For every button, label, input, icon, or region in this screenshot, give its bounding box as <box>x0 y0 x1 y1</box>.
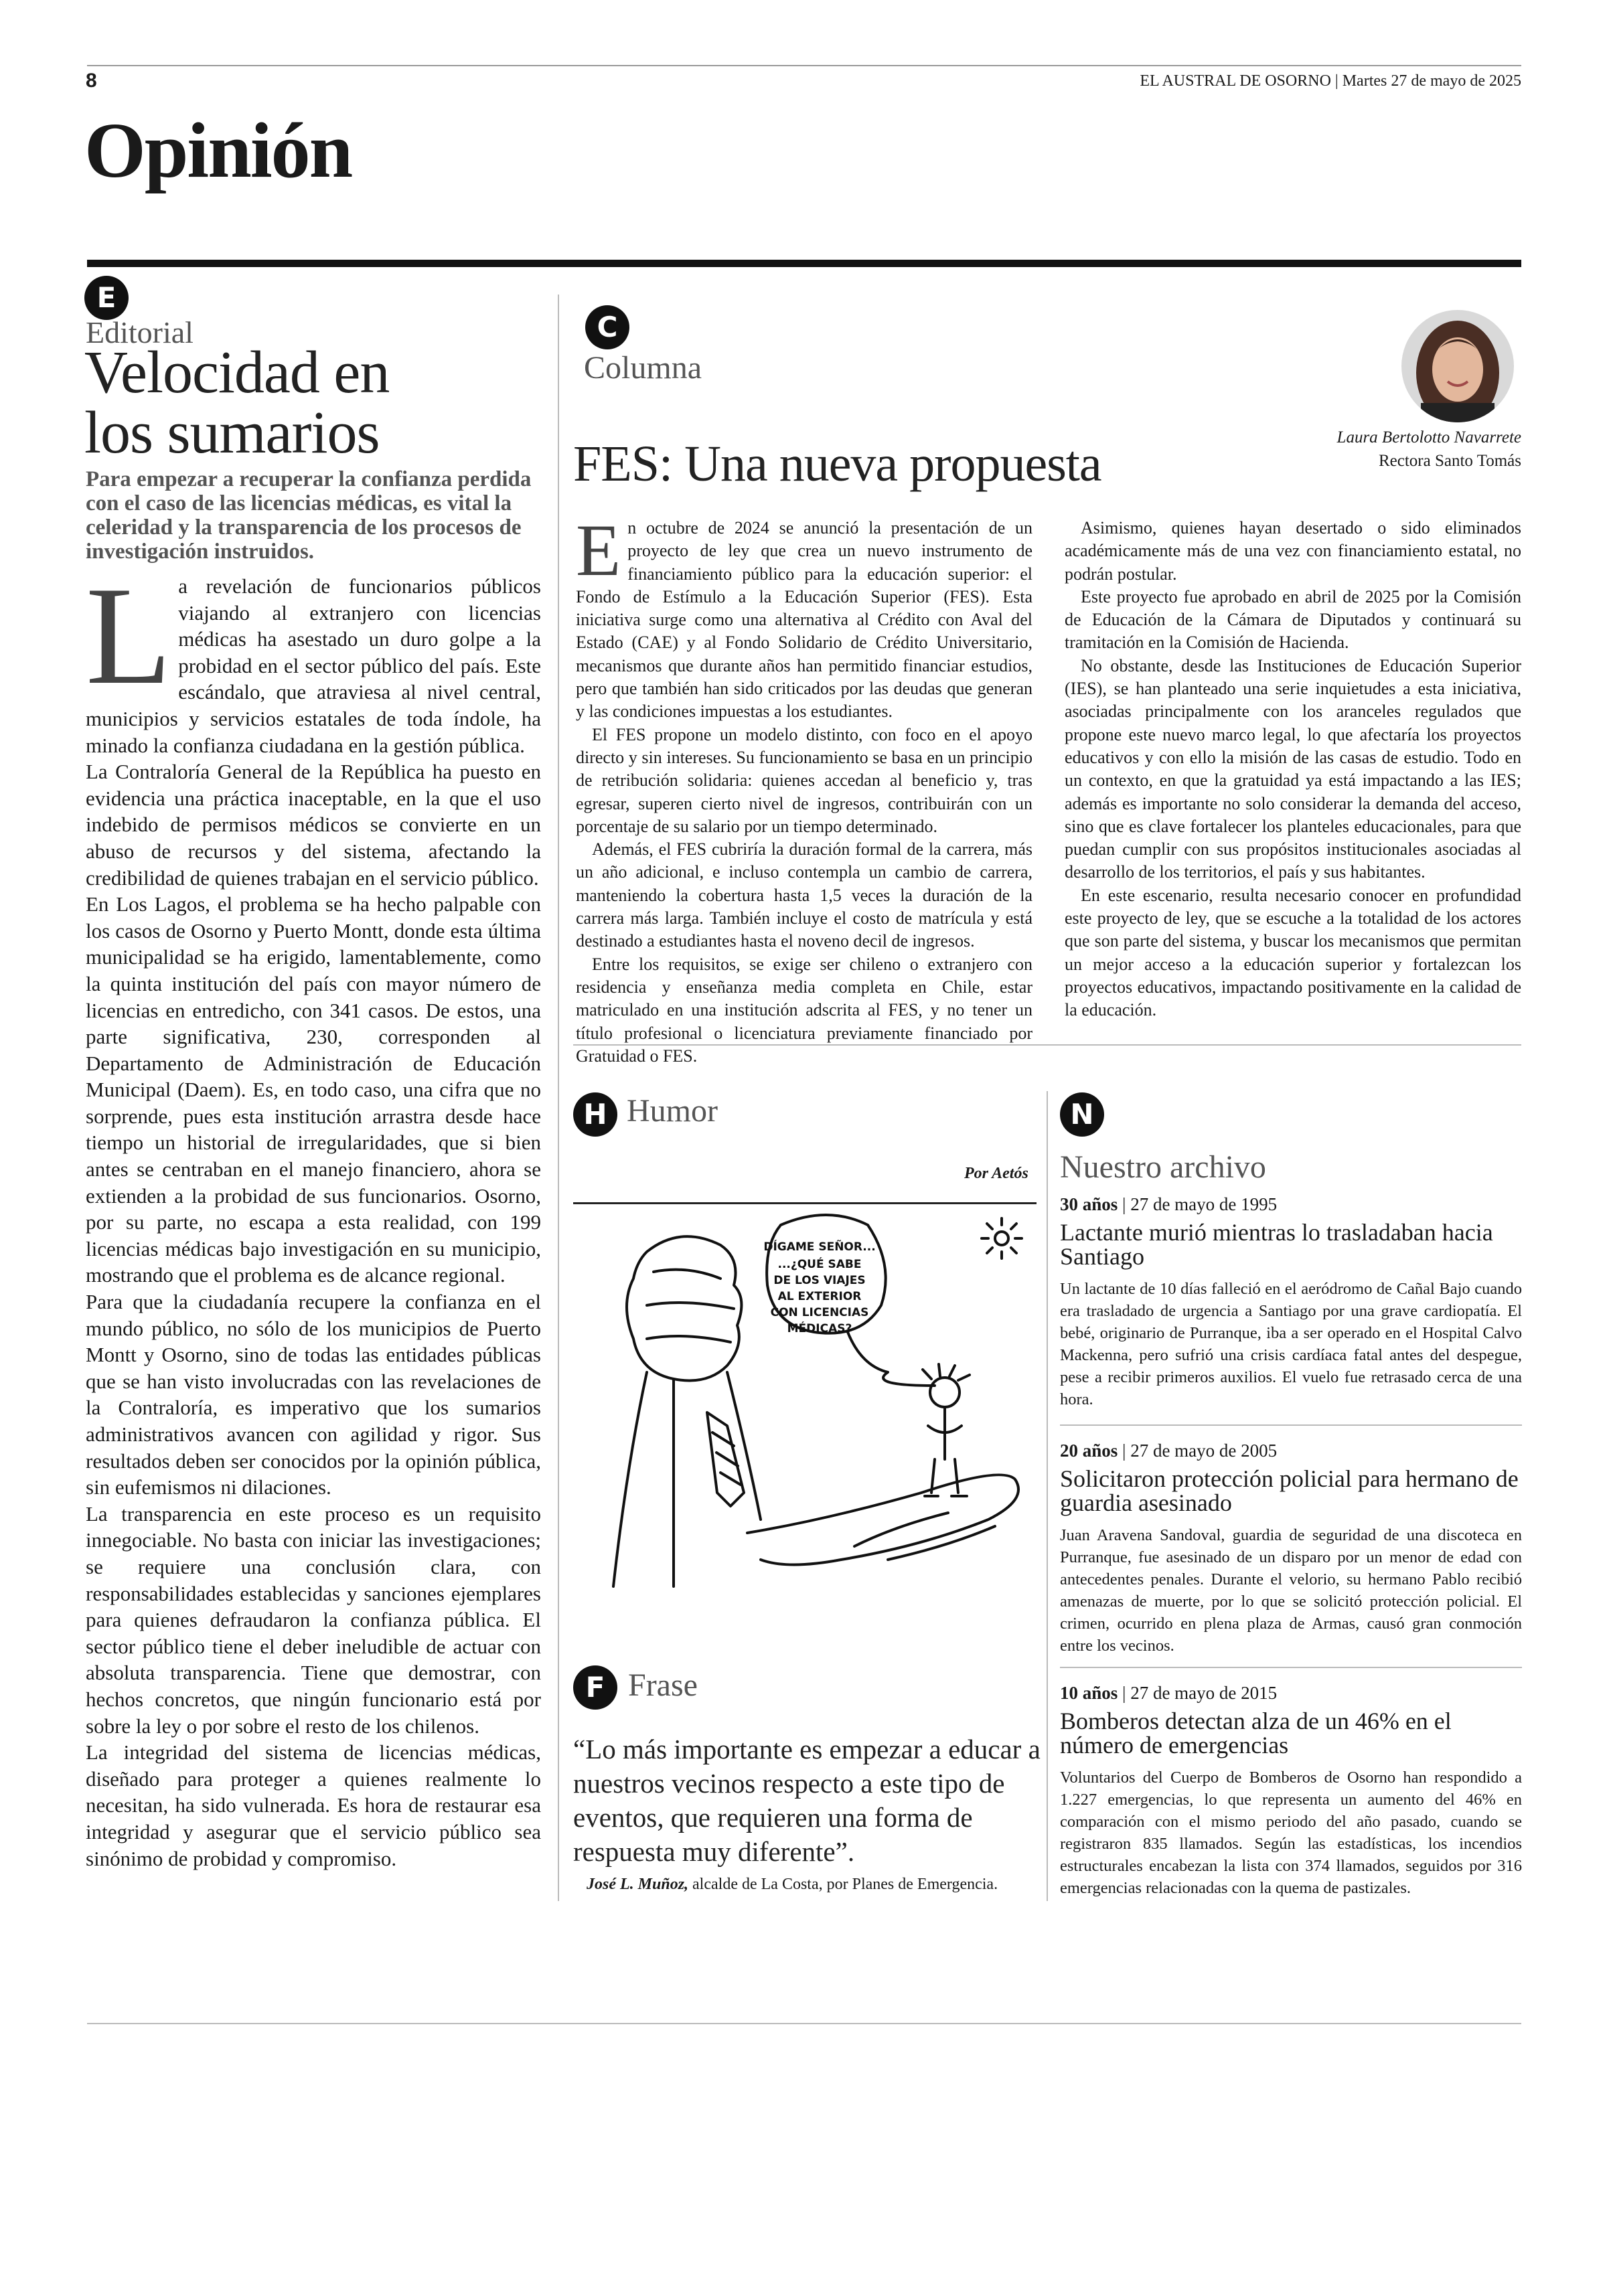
column-paragraph: Entre los requisitos, se exige ser chileno o extranjero con residencia y enseñanza media completa en Chile, estar matriculado en una institución adscrita al FES, y no tener un título profesional o licenciatura previamente financiado por Gratuidad o FES. <box>576 954 1032 1066</box>
archive-item-date-line: 10 años | 27 de mayo de 2015 <box>1060 1683 1278 1703</box>
column-divider <box>558 295 559 1901</box>
archive-item-title: Bomberos detectan alza de un 46% en el número de emergencias <box>1060 1708 1452 1758</box>
editorial-paragraph: Para que la ciudadanía recupere la confianza en el mundo público, no sólo de los municipios de Puerto Montt y Osorno, sino de todas las entidades públicas que se han visto involucradas con las revelaciones de la Contraloría, es imperativo que los sumarios administrativos avancen con agilidad y rigor. Sus resultados deben ser conocidos por la opinión pública, sin eufemismos ni dilaciones. <box>86 1290 541 1499</box>
humor-label: Humor <box>627 1093 718 1129</box>
archive-item-body: Un lactante de 10 días falleció en el aeródromo de Cañal Bajo cuando era trasladado de urgencia a Santiago por una grave cardiopatía. El bebé, originario de Purranque, iba a ser operado en el Hospital Calvo Mackenna, pero sufrió una crisis cardíaca fatal antes del despegue, pese a recibir primeros auxilios. El vuelo fue retrasado cerca de una hora. <box>1060 1280 1522 1408</box>
archive-item-date: 27 de mayo de 2015 <box>1130 1683 1278 1703</box>
humor-cartoon <box>573 1212 1037 1640</box>
column-paragraph: Asimismo, quienes hayan desertado o sido eliminados académicamente más de una vez con financiamiento estatal, no podrán postular. <box>1065 518 1521 584</box>
archive-divider <box>1047 1091 1048 1901</box>
editorial-badge: E <box>84 276 129 320</box>
column-paragraph: El FES propone un modelo distinto, con foco en el apoyo directo y sin intereses. Su funcionamiento se basa en un principio de retribución solidaria: quienes accedan al beneficio y, tras egresar, superen cierto nivel de ingresos, contribuirán con un porcentaje de su salario por un tiempo determinado. <box>576 724 1032 836</box>
editorial-paragraph: a revelación de funcionarios públicos viajando al extranjero con licencias médicas ha asestado un duro golpe a la probidad en el sector público del país. Este escándalo, que atraviesa al nivel central, municipios y servicios estatales de toda índole, ha minado la confianza ciudadana en la gestión pública. <box>86 574 541 757</box>
editorial-title-line2: los sumarios <box>84 400 380 466</box>
editorial-lead: Para empezar a recuperar la confianza perdida con el caso de las licencias médicas, es vital la celeridad y la transparencia de los procesos de investigación instruidos. <box>86 467 532 564</box>
column-author-name: Laura Bertolotto Navarrete <box>1336 428 1521 446</box>
column-paragraph: Este proyecto fue aprobado en abril de 2025 por la Comisión de Educación de la Cámara de Diputados y continuará su tramitación en la Comisión de Hacienda. <box>1065 586 1521 653</box>
frase-author-detail: alcalde de La Costa, por Planes de Emergencia. <box>688 1876 998 1893</box>
editorial-paragraph: La Contraloría General de la República ha puesto en evidencia una práctica inaceptable, en la que el uso indebido de permisos médicos se convierte en un abuso de recursos y del sistema, afectando la credibilidad de quienes trabajan en el servicio público. <box>86 760 541 890</box>
archive-item-body: Voluntarios del Cuerpo de Bomberos de Osorno han respondido a 1.227 emergencias, lo que representa un aumento del 46% en comparación con el mismo periodo del año pasado, cuando se registraron 835 llamados. Según las estadísticas, los incendios estructurales encabezan la lista con 374 llamados, seguidos por 316 emergencias relacionadas con la quema de pastizales. <box>1060 1769 1522 1897</box>
archive-separator <box>1060 1667 1522 1668</box>
publication-name: EL AUSTRAL DE OSORNO <box>1140 72 1331 90</box>
archive-separator <box>1060 1424 1522 1426</box>
speech-line: DÍGAME SEÑOR... <box>763 1240 876 1254</box>
archive-label: Nuestro archivo <box>1060 1149 1266 1185</box>
archive-item-years: 10 años <box>1060 1683 1118 1703</box>
editorial-dropcap: L <box>86 558 172 714</box>
column-bottom-rule <box>573 1044 1521 1046</box>
column-paragraph: En este escenario, resulta necesario conocer en profundidad este proyecto de ley, que se escuche a la totalidad de los actores que son parte del sistema, y buscar los mecanismos que permitan un mejor acceso a la educación superior y fortalezcan los proyectos educativos, impactando positivamente en la calidad de la educación. <box>1065 885 1521 1020</box>
archive-item-title: Solicitaron protección policial para hermano de guardia asesinado <box>1060 1465 1519 1516</box>
archive-item-date-line: 30 años | 27 de mayo de 1995 <box>1060 1194 1278 1214</box>
editorial-title-line1: Velocidad en <box>84 339 390 406</box>
humor-badge: H <box>573 1092 617 1137</box>
column-paragraph: No obstante, desde las Instituciones de Educación Superior (IES), se han planteado una serie inquietudes a esta iniciativa, asociadas principalmente con los aranceles regulados que propone este nuevo marco legal, lo que afectaría los proyectos educativos y con ello la misión de las casas de estudio. Todo en un contexto, en que la gratuidad ya está impactando a las IES; además es importante no solo considerar la demanda del acceso, sino que es clave fortalecer los planteles educacionales, para que puedan cumplir con sus propósitos institucionales asociadas al desarrollo de los territorios, el país y sus habitantes. <box>1065 655 1521 882</box>
column-dropcap: E <box>576 509 621 591</box>
editorial-title <box>84 339 390 466</box>
frase-author: José L. Muñoz, <box>587 1876 689 1893</box>
frase-label: Frase <box>628 1667 698 1703</box>
archive-item <box>1060 1683 1522 1899</box>
editorial-paragraph: La transparencia en este proceso es un requisito innegociable. No basta con iniciar las investigaciones; se requiere una conclusión clara, con responsabilidades establecidas y sanciones ejemplares para quienes defraudaron la confianza pública. El sector público tiene el deber ineludible de actuar con absoluta transparencia. Tiene que demostrar, con hechos concretos, que ningún funcionario está por sobre la ley o por sobre el resto de los chilenos. <box>86 1501 541 1738</box>
section-heavy-rule <box>87 260 1521 267</box>
top-rule <box>87 65 1521 66</box>
archive-item-years: 30 años <box>1060 1194 1118 1214</box>
column-body-left <box>576 509 1032 1068</box>
archive-item-body: Juan Aravena Sandoval, guardia de seguridad de una discoteca en Purranque, fue asesinado de un disparo por un menor de edad con antecedentes penales. Durante el velorio, su hermano Pablo recibió amenazas de muerte, por lo que se solicitó protección policial. El crimen, ocurrido en plena plaza de Armas, causó gran conmoción entre los vecinos. <box>1060 1526 1522 1655</box>
humor-byline: Por Aetós <box>964 1165 1028 1182</box>
editorial-body <box>86 558 541 1872</box>
editorial-paragraph: La integridad del sistema de licencias médicas, diseñado para proteger a quienes realmente lo necesitan, ha sido vulnerada. Es hora de restaurar esa integridad y asegurar que el servicio público sea sinónimo de probidad y compromiso. <box>86 1740 541 1870</box>
author-photo <box>1401 309 1515 423</box>
column-paragraph: n octubre de 2024 se anunció la presentación de un proyecto de ley que crea un nuevo instrumento de financiamiento público para la educación superior: el Fondo de Estímulo a la Educación Superior (FES). Esta iniciativa surge como una alternativa al Crédito con Aval del Estado (CAE) y al Fondo Solidario de Crédito Universitario, mecanismos que durante años han permitido financiar estudios, pero que también han sido criticados por las deudas que generan y las condiciones impuestas a los estudiantes. <box>576 518 1032 722</box>
frase-quote: “Lo más importante es empezar a educar a nuestros vecinos respecto a este tipo de eventos, que requieren una forma de respuesta muy diferente”. <box>573 1734 1041 1867</box>
section-title: Opinión <box>84 106 352 194</box>
column-badge: C <box>585 305 629 349</box>
issue-date: Martes 27 de mayo de 2025 <box>1342 72 1521 90</box>
archive-item-years: 20 años <box>1060 1441 1118 1461</box>
editorial-label: Editorial <box>86 315 194 349</box>
archive-item-date: 27 de mayo de 2005 <box>1130 1441 1278 1461</box>
page-number: 8 <box>86 70 97 92</box>
archive-item-title: Lactante murió mientras lo trasladaban hacia Santiago <box>1060 1219 1493 1270</box>
speech-line: MÉDICAS? <box>787 1322 852 1335</box>
masthead-line: EL AUSTRAL DE OSORNO | Martes 27 de mayo de 2025 <box>1140 72 1521 90</box>
column-author-role: Rectora Santo Tomás <box>1378 452 1521 470</box>
archive-item <box>1060 1441 1522 1657</box>
speech-line: CON LICENCIAS <box>770 1306 869 1319</box>
speech-line: ...¿QUÉ SABE <box>777 1258 862 1271</box>
column-label: Columna <box>584 350 702 386</box>
page-bottom-rule <box>87 2023 1521 2024</box>
humor-top-rule <box>573 1202 1037 1204</box>
speech-line: DE LOS VIAJES <box>773 1274 866 1287</box>
column-body-right <box>1065 517 1521 1022</box>
frase-attribution <box>587 1876 998 1894</box>
archive-badge: N <box>1060 1092 1104 1137</box>
column-paragraph: Además, el FES cubriría la duración formal de la carrera, más un año adicional, e incluso contempla un cambio de carrera, manteniendo la cobertura hasta 1,5 veces la duración de la carrera más larga. También incluye el costo de matrícula y está destinado a estudiantes hasta el noveno decil de ingresos. <box>576 839 1032 951</box>
column-title: FES: Una nueva propuesta <box>573 436 1101 492</box>
archive-item-date: 27 de mayo de 1995 <box>1130 1194 1278 1214</box>
archive-item <box>1060 1194 1522 1410</box>
editorial-paragraph: En Los Lagos, el problema se ha hecho palpable con los casos de Osorno y Puerto Montt, donde esta última municipalidad se ha erigido, lamentablemente, como la quinta institución del país con mayor número de licencias en entredicho, con 341 casos. De estos, una parte significativa, 230, corresponden al Departamento de Administración de Educación Municipal (Daem). Es, en todo caso, una cifra que no sorprende, pues esta institución arrastra desde hace tiempo un historial de irregularidades, que si bien antes se centraban en el manejo financiero, ahora se extienden a la probidad de sus funcionarios. Osorno, por su parte, no escapa a esta realidad, con 199 licencias médicas bajo investigación en su municipio, mostrando que el problema es de alcance regional. <box>86 892 541 1287</box>
speech-line: AL EXTERIOR <box>777 1290 862 1303</box>
frase-badge: F <box>573 1665 617 1710</box>
archive-item-date-line: 20 años | 27 de mayo de 2005 <box>1060 1441 1278 1461</box>
